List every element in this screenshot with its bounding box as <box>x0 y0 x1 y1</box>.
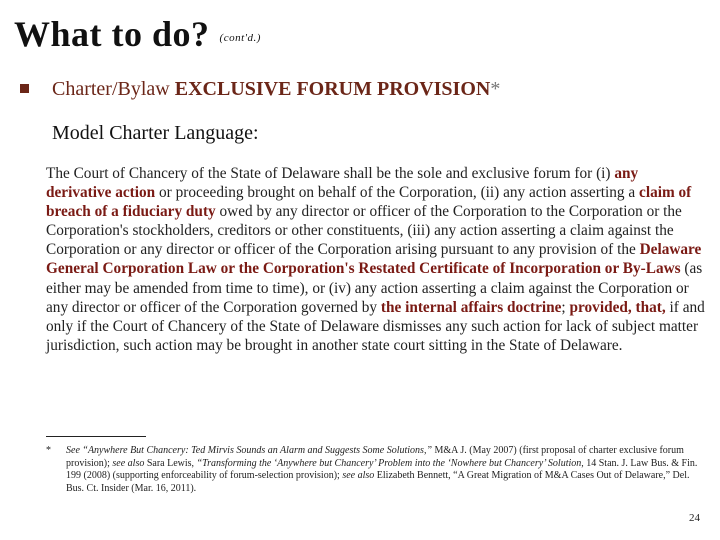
footnote-text <box>66 445 706 496</box>
highlight-dgcl: Delaware General Corporation Law or the Corporation's Restated Certificate of Incorporation or By-Laws <box>46 241 702 278</box>
footnote-asterisk: * <box>490 78 501 100</box>
slide-title <box>14 14 261 58</box>
para-text-5: ; <box>561 298 570 316</box>
fn-cite-3-rest: Elizabeth Bennett, “A Great Migration of M&A Cases Out of Delaware,” Del. Bus. Ct. Insider (Mar. 16, 2011). <box>66 470 690 495</box>
highlight-provided-that: provided, that, <box>569 298 666 316</box>
subheading: Model Charter Language: <box>52 122 259 144</box>
footnote-divider <box>46 436 146 437</box>
fn-cite-1-title: “Anywhere But Chancery: Ted Mirvis Sounds an Alarm and Suggests Some Solutions,” <box>82 445 433 456</box>
title-main: What to do? <box>14 14 210 54</box>
para-text-6: if and only if the Court of Chancery of the State of Delaware dismisses any such action for lack of subject matter jurisdiction, such action may be brought in another state court sitting in the State of Delaware. <box>46 298 705 354</box>
fn-cite-2-author: Sara Lewis, <box>144 457 197 469</box>
footnote-mark: * <box>46 445 51 456</box>
para-text-4: (as either may be amended from time to time), or (iv) any action asserting a claim against the Corporation or any director or officer of the Corporation governed by <box>46 260 703 316</box>
highlight-internal-affairs: the internal affairs doctrine <box>380 298 562 316</box>
fn-see-1: See <box>66 445 83 456</box>
fn-see-2: see also <box>112 457 145 469</box>
fn-cite-2-rest: 14 Stan. J. Law Bus. & Fin. 199 (2008) (supporting enforceability of forum-selection provision); <box>66 457 698 482</box>
page-number: 24 <box>689 512 700 524</box>
highlight-derivative-action: any derivative action <box>46 165 639 202</box>
bullet-lead: Charter/Bylaw <box>52 78 175 100</box>
highlight-fiduciary-duty: claim of breach of a fiduciary duty <box>46 184 692 221</box>
para-text-2: or proceeding brought on behalf of the Corporation, (ii) any action asserting a <box>155 184 640 202</box>
model-charter-paragraph <box>46 164 706 355</box>
bullet-bold: EXCLUSIVE FORUM PROVISION <box>174 78 491 100</box>
fn-see-3: see also <box>342 470 375 482</box>
title-suffix: (cont'd.) <box>219 31 261 44</box>
bullet-text <box>52 76 500 102</box>
para-text-3: owed by any director or officer of the Corporation to the Corporation or the Corporation's stockholders, creditors or other constituents, (iii) any action asserting a claim against the Corporation or any director or officer of the Corporation arising pursuant to any provision of the <box>46 203 682 259</box>
square-bullet-icon <box>20 84 29 93</box>
fn-cite-1-rest: M&A J. (May 2007) (first proposal of charter exclusive forum provision); <box>66 445 684 469</box>
fn-cite-2-title: “Transforming the ‘Anywhere but Chancery’ Problem into the ‘Nowhere but Chancery’ Solution, <box>196 457 584 469</box>
para-text-1: The Court of Chancery of the State of Delaware shall be the sole and exclusive forum for (i) <box>46 165 615 182</box>
